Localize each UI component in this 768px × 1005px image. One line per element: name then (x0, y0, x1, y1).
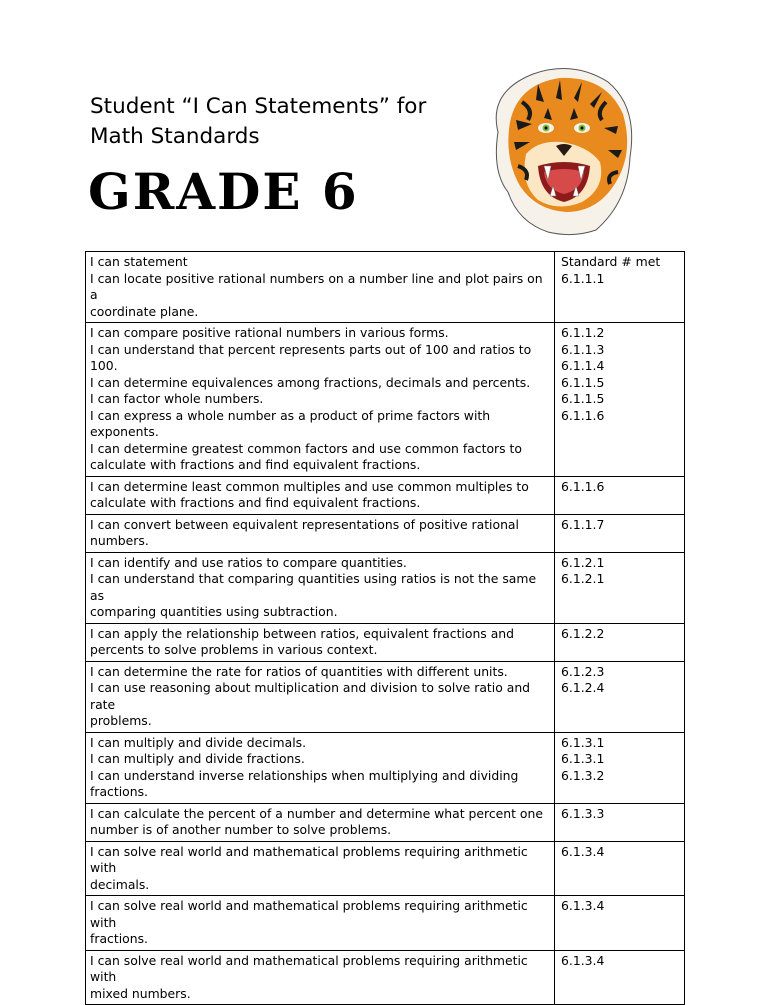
statement-cell (86, 803, 555, 841)
statement-line: I can solve real world and mathematical problems requiring arithmetic with (90, 843, 528, 875)
statement-line: comparing quantities using subtraction. (90, 604, 338, 619)
table-row (86, 896, 685, 951)
standard-number: 6.1.3.1 (561, 734, 605, 750)
statement-line: I can determine least common multiples and use common multiples to (90, 478, 529, 494)
statement-line: percents to solve problems in various context. (90, 642, 378, 657)
statement-line: calculate with fractions and find equivalent fractions. (90, 457, 421, 472)
title-line-2: Math Standards (90, 124, 260, 149)
table-row (86, 950, 685, 1005)
statement-line: I can identify and use ratios to compare quantities. (90, 554, 407, 570)
standard-cell (555, 323, 685, 477)
table-row (86, 252, 685, 323)
standard-number: 6.1.1.6 (561, 407, 605, 423)
standard-number: 6.1.1.4 (561, 358, 605, 373)
statement-line: coordinate plane. (90, 303, 199, 319)
statement-column-header: I can statement (90, 254, 188, 269)
standard-cell (555, 950, 685, 1005)
standard-number: 6.1.2.2 (561, 625, 605, 641)
standard-cell (555, 661, 685, 732)
table-row (86, 514, 685, 552)
statement-line: number is of another number to solve problems. (90, 822, 392, 837)
statement-line: I can determine equivalences among fractions, decimals and percents. (90, 374, 531, 390)
standard-number: 6.1.3.4 (561, 843, 605, 859)
title-line-1: Student “I Can Statements” for (90, 94, 427, 119)
statement-line: I can compare positive rational numbers in various forms. (90, 325, 449, 340)
statement-line: I can multiply and divide decimals. (90, 734, 307, 750)
statement-cell (86, 323, 555, 477)
standard-cell (555, 803, 685, 841)
table-row (86, 841, 685, 896)
statement-line: fractions. (90, 931, 148, 946)
table-row (86, 476, 685, 514)
statement-line: I can factor whole numbers. (90, 391, 264, 406)
document-title (90, 92, 470, 152)
standard-number: 6.1.3.4 (561, 952, 605, 968)
standard-number: 6.1.2.4 (561, 680, 605, 695)
statement-line: I can understand that percent represents parts out of 100 and ratios to 100. (90, 341, 532, 373)
statement-cell (86, 552, 555, 623)
standard-number: 6.1.1.3 (561, 341, 605, 357)
table-row (86, 661, 685, 732)
statement-line: I can determine the rate for ratios of quantities with different units. (90, 663, 508, 679)
statement-line: I can use reasoning about multiplication and division to solve ratio and rate (90, 680, 531, 712)
table-row (86, 623, 685, 661)
statement-line: I can solve real world and mathematical problems requiring arithmetic with (90, 898, 528, 930)
standard-number: 6.1.1.1 (561, 270, 605, 286)
statement-line: mixed numbers. (90, 985, 191, 1001)
standard-cell (555, 552, 685, 623)
standard-number: 6.1.1.5 (561, 391, 605, 406)
standard-number: 6.1.3.4 (561, 898, 605, 913)
statement-line: I can locate positive rational numbers on a number line and plot pairs on a (90, 270, 543, 302)
statement-line: fractions. (90, 784, 148, 799)
standard-number: 6.1.3.2 (561, 767, 605, 783)
statement-cell (86, 623, 555, 661)
statement-cell (86, 950, 555, 1005)
standard-cell (555, 841, 685, 896)
statement-line: I can solve real world and mathematical problems requiring arithmetic with (90, 952, 528, 984)
standard-number: 6.1.3.3 (561, 805, 605, 821)
statement-line: numbers. (90, 533, 149, 548)
statement-cell (86, 896, 555, 951)
statement-line: decimals. (90, 876, 150, 892)
statement-line: I can convert between equivalent representations of positive rational (90, 516, 519, 532)
standard-number: 6.1.1.2 (561, 325, 605, 340)
statement-line: I can understand inverse relationships when multiplying and dividing (90, 767, 519, 783)
table-row (86, 552, 685, 623)
statement-line: I can multiply and divide fractions. (90, 751, 305, 766)
statement-cell (86, 476, 555, 514)
grade-heading: GRADE 6 (88, 162, 359, 221)
standard-number: 6.1.3.1 (561, 751, 605, 766)
standard-number: 6.1.1.7 (561, 516, 605, 532)
standard-cell (555, 896, 685, 951)
standard-number: 6.1.1.6 (561, 478, 605, 494)
statement-cell (86, 514, 555, 552)
statement-line: I can determine greatest common factors and use common factors to (90, 440, 522, 456)
standard-number: 6.1.1.5 (561, 374, 605, 390)
statement-cell (86, 252, 555, 323)
statement-line: I can understand that comparing quantities using ratios is not the same as (90, 571, 537, 603)
table-row (86, 803, 685, 841)
statement-line: I can express a whole number as a product of prime factors with exponents. (90, 407, 491, 439)
table-row (86, 732, 685, 803)
standard-cell (555, 623, 685, 661)
standard-column-header: Standard # met (561, 254, 661, 269)
standard-cell (555, 732, 685, 803)
table-row (86, 323, 685, 477)
statement-line: I can calculate the percent of a number and determine what percent one (90, 805, 543, 821)
standard-number: 6.1.2.1 (561, 571, 605, 586)
statement-line: problems. (90, 713, 152, 728)
standard-cell (555, 514, 685, 552)
standard-number: 6.1.2.1 (561, 554, 605, 570)
statement-cell (86, 732, 555, 803)
statement-line: calculate with fractions and find equivalent fractions. (90, 495, 421, 510)
tiger-mascot-icon (478, 62, 640, 238)
standard-cell (555, 252, 685, 323)
i-can-statements-table (85, 251, 685, 1005)
statement-cell (86, 841, 555, 896)
standard-cell (555, 476, 685, 514)
standard-number: 6.1.2.3 (561, 663, 605, 679)
statement-line: I can apply the relationship between ratios, equivalent fractions and (90, 625, 515, 641)
statement-cell (86, 661, 555, 732)
